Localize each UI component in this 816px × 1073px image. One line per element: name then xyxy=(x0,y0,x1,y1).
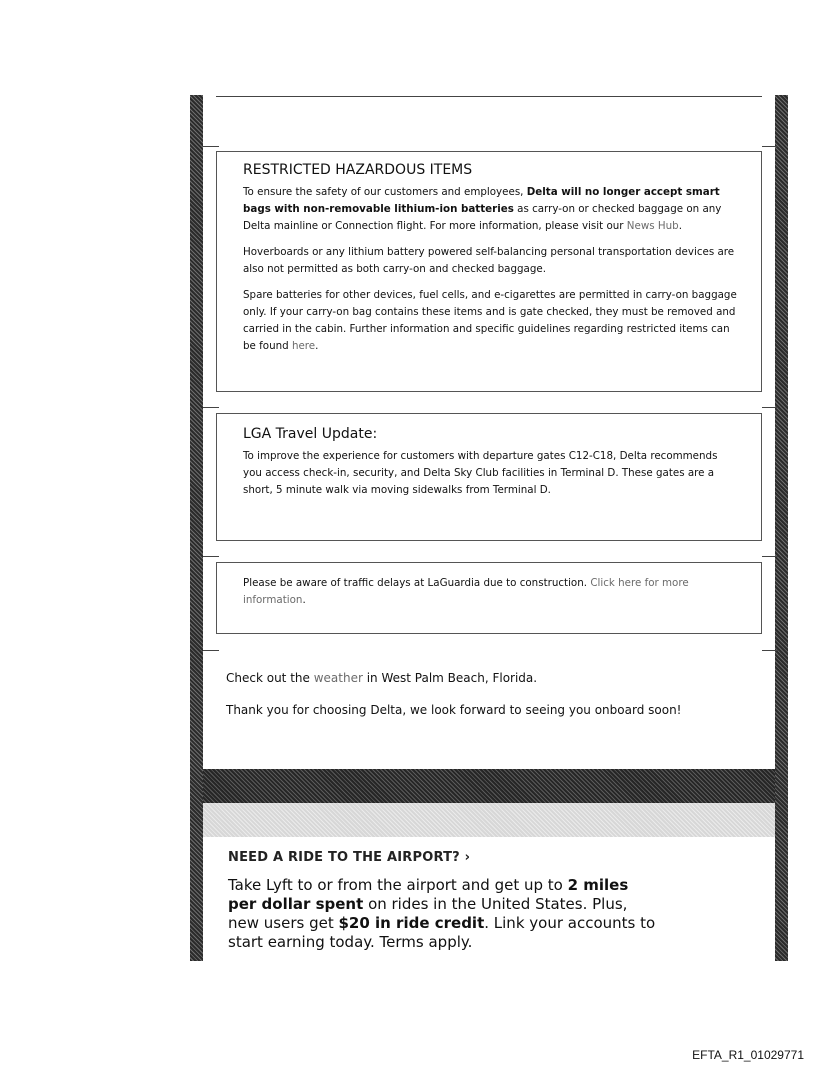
document-id: EFTA_R1_01029771 xyxy=(692,1048,804,1062)
news-hub-link[interactable]: News Hub xyxy=(626,220,679,232)
left-border xyxy=(190,95,203,961)
lyft-bold-miles: 2 miles per dollar spent xyxy=(228,876,629,913)
dark-divider-band xyxy=(203,769,775,803)
lyft-text-3: . Link your accounts to start earning today. Terms apply. xyxy=(228,914,656,951)
lyft-text-2: on rides in the United States. Plus, new users get xyxy=(228,895,628,932)
restricted-p1-bold: Delta will no longer accept smart bags with non-removable lithium-ion batteries xyxy=(243,186,720,215)
restricted-items-box xyxy=(216,151,762,392)
lga-title: LGA Travel Update: xyxy=(243,426,378,442)
tick xyxy=(762,556,778,557)
traffic-box xyxy=(216,562,762,634)
restricted-items-here-link[interactable]: here xyxy=(291,340,316,352)
tick xyxy=(203,650,219,651)
lyft-text: Take Lyft to or from the airport and get up to xyxy=(228,876,568,894)
weather-link[interactable]: weather xyxy=(313,671,363,685)
restricted-paragraph-1 xyxy=(243,184,737,235)
weather-text: Check out the xyxy=(226,671,314,685)
tick xyxy=(203,556,219,557)
restricted-p1-end: . xyxy=(678,220,682,232)
lyft-heading-link[interactable]: NEED A RIDE TO THE AIRPORT? › xyxy=(228,850,471,865)
tick xyxy=(203,407,219,408)
tick xyxy=(762,407,778,408)
weather-line xyxy=(226,671,537,685)
restricted-p3-end: . xyxy=(315,340,319,352)
restricted-paragraph-3 xyxy=(243,287,737,355)
restricted-paragraph-2: Hoverboards or any lithium battery powered self-balancing personal transportation devices are also not permitted as both carry-on and checked baggage. xyxy=(243,246,735,275)
top-rule xyxy=(216,96,762,97)
traffic-end: . xyxy=(302,594,306,606)
restricted-p3-text: Spare batteries for other devices, fuel cells, and e-cigarettes are permitted in carry-on baggage only. If your carry-on bag contains these items and is gate checked, they must be removed and carried in the cabin. Further information and specific guidelines regarding restricted items can be found xyxy=(243,289,737,352)
weather-text-2: in West Palm Beach, Florida. xyxy=(362,671,538,685)
thank-you-line: Thank you for choosing Delta, we look forward to seeing you onboard soon! xyxy=(226,703,682,717)
lga-body: To improve the experience for customers with departure gates C12-C18, Delta recommends you access check-in, security, and Delta Sky Club facilities in Terminal D. These gates are a short, 5 minute walk via moving sidewalks from Terminal D. xyxy=(243,450,718,496)
restricted-title: RESTRICTED HAZARDOUS ITEMS xyxy=(243,162,473,178)
restricted-p1-text-2: as carry-on or checked baggage on any Delta mainline or Connection flight. For more information, please visit our xyxy=(243,203,722,232)
lyft-bold-credit: $20 in ride credit xyxy=(338,914,485,932)
traffic-info-link[interactable]: Click here for more information xyxy=(243,577,689,606)
grey-divider-band xyxy=(203,803,775,837)
lyft-body xyxy=(228,876,658,952)
lga-update-box xyxy=(216,413,762,541)
right-border xyxy=(775,95,788,961)
tick xyxy=(762,146,778,147)
tick xyxy=(203,146,219,147)
traffic-message: Please be aware of traffic delays at LaGuardia due to construction. xyxy=(243,577,591,589)
restricted-p1-text: To ensure the safety of our customers and employees, xyxy=(243,186,527,198)
traffic-text xyxy=(243,575,737,609)
tick xyxy=(762,650,778,651)
